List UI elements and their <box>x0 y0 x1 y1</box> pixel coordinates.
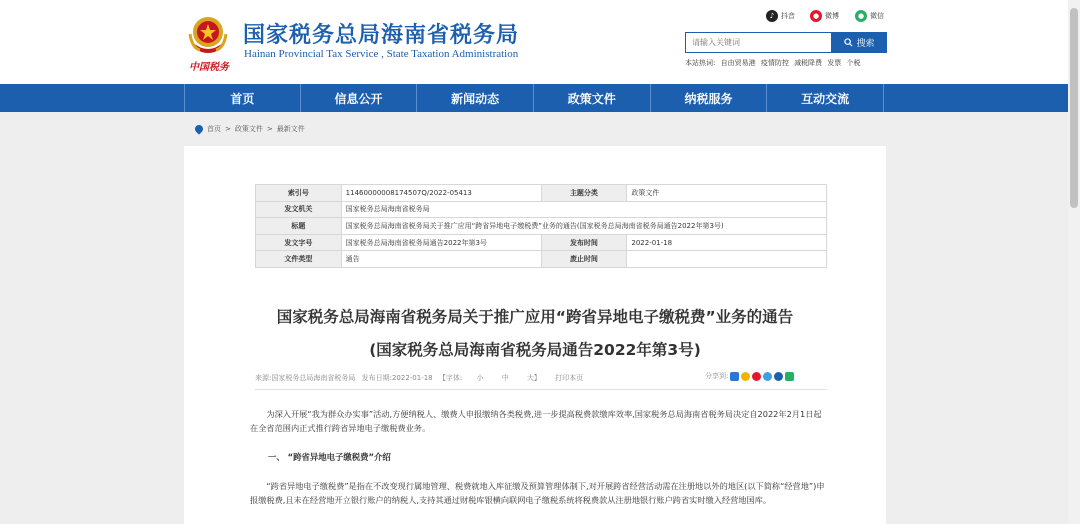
douyin-icon: ♪ <box>766 10 778 22</box>
nav-item-news[interactable]: 新闻动态 <box>417 84 534 112</box>
meta-value: 11460000008174507Q/2022-05413 <box>341 185 541 202</box>
hotword-link[interactable]: 自由贸易港 <box>720 59 756 67</box>
meta-label: 发文机关 <box>256 201 342 218</box>
article-subtitle: (国家税务总局海南省税务局通告2022年第3号) <box>369 341 701 359</box>
meta-value <box>627 251 827 268</box>
wechat-link[interactable] <box>855 9 884 23</box>
breadcrumb-separator: > <box>225 125 231 133</box>
national-tax-emblem-icon[interactable] <box>186 12 230 56</box>
site-subtitle: Hainan Provincial Tax Service , State Taxation Administration <box>244 48 519 60</box>
font-size-medium-button[interactable]: 中 <box>501 374 509 382</box>
meta-value: 国家税务总局海南省税务局关于推广应用“跨省异地电子缴税费”业务的通告(国家税务总局海南省税务局通告2022年第3号) <box>341 218 826 235</box>
meta-label: 废止时间 <box>541 251 627 268</box>
meta-value: 2022-01-18 <box>627 234 827 251</box>
share-plus-icon[interactable] <box>730 372 739 381</box>
meta-value: 通告 <box>341 251 541 268</box>
font-size-small-button[interactable]: 小 <box>476 374 484 382</box>
meta-label: 文件类型 <box>256 251 342 268</box>
nav-item-home[interactable]: 首页 <box>184 84 301 112</box>
wechat-icon: ● <box>855 10 867 22</box>
site-header <box>0 0 1080 84</box>
share-bar <box>705 371 794 381</box>
share-wechat-icon[interactable] <box>785 372 794 381</box>
search-button-label: 搜索 <box>856 39 875 49</box>
search-icon <box>844 38 853 47</box>
share-weibo-icon[interactable] <box>752 372 761 381</box>
breadcrumb-policy[interactable]: 政策文件 <box>234 125 263 133</box>
search-input[interactable] <box>685 32 832 53</box>
article-title: 国家税务总局海南省税务局关于推广应用“跨省异地电子缴税费”业务的通告 <box>276 308 794 326</box>
site-title[interactable]: 国家税务总局海南省税务局 <box>243 23 520 48</box>
wechat-label: 微信 <box>870 12 884 20</box>
meta-label: 索引号 <box>256 185 342 202</box>
douyin-label: 抖音 <box>781 12 795 20</box>
meta-value: 国家税务总局海南省税务局 <box>341 201 826 218</box>
nav-item-tax-service[interactable]: 纳税服务 <box>651 84 768 112</box>
share-qzone-icon[interactable] <box>741 372 750 381</box>
breadcrumb <box>195 124 305 134</box>
meta-label: 发文字号 <box>256 234 342 251</box>
meta-value: 政策文件 <box>627 185 827 202</box>
scrollbar-thumb[interactable] <box>1070 8 1078 208</box>
hotword-link[interactable]: 个税 <box>846 59 861 67</box>
article-source: 来源:国家税务总局海南省税务局 <box>255 374 356 382</box>
meta-value: 国家税务总局海南省税务局通告2022年第3号 <box>341 234 541 251</box>
meta-label: 标题 <box>256 218 342 235</box>
share-label: 分享到: <box>705 372 729 380</box>
share-people-icon[interactable] <box>774 372 783 381</box>
breadcrumb-latest[interactable]: 最新文件 <box>276 125 305 133</box>
page-scrollbar[interactable] <box>1068 0 1080 524</box>
article-paragraph: “跨省异地电子缴税费”是指在不改变现行属地管理、税费就地入库征缴及预算管理体制下,对开展跨省经营活动需在注册地以外的地区(以下简称“经营地”)申报缴税费,且未在经营地开立银行账户的纳税人,支持其通过财税库银横向联网电子缴税系统将税费款从注册地银行账户跨省实时缴入经营地国库。 <box>250 481 825 505</box>
nav-item-interaction[interactable]: 互动交流 <box>767 84 884 112</box>
table-row <box>256 218 827 235</box>
print-button[interactable]: 打印本页 <box>555 374 584 382</box>
china-tax-script-logo: 中国税务 <box>189 62 229 73</box>
article-section-heading: 一、 “跨省异地电子缴税费”介绍 <box>268 452 391 462</box>
weibo-icon: ● <box>810 10 822 22</box>
douyin-link[interactable] <box>766 9 795 23</box>
hotword-link[interactable]: 疫情防控 <box>760 59 789 67</box>
article-paragraph: 为深入开展“我为群众办实事”活动,方便纳税人、缴费人申报缴纳各类税费,进一步提高税费款缴库效率,国家税务总局海南省税务局决定自2022年2月1日起在全省范围内正式推行跨省异地电子缴税费业务。 <box>250 409 822 433</box>
meta-label: 发布时间 <box>541 234 627 251</box>
hotword-link[interactable]: 减税降费 <box>794 59 823 67</box>
table-row <box>256 185 827 202</box>
table-row <box>256 251 827 268</box>
main-nav <box>0 84 1068 112</box>
breadcrumb-separator: > <box>266 125 273 133</box>
table-row <box>256 234 827 251</box>
location-pin-icon <box>193 123 204 134</box>
hotwords-label: 本站热词: <box>685 59 716 67</box>
divider <box>255 389 827 390</box>
weibo-link[interactable] <box>810 9 839 23</box>
font-size-label: 【字体: <box>438 374 463 382</box>
nav-item-info-disclosure[interactable]: 信息公开 <box>301 84 418 112</box>
weibo-label: 微博 <box>825 12 839 20</box>
table-row <box>256 201 827 218</box>
search-button[interactable] <box>832 32 887 53</box>
share-tencent-icon[interactable] <box>763 372 772 381</box>
font-size-large-button[interactable]: 大】 <box>526 374 541 382</box>
document-meta-table <box>255 184 827 268</box>
hotword-link[interactable]: 发票 <box>827 59 842 67</box>
nav-item-policy[interactable]: 政策文件 <box>534 84 651 112</box>
article-date: 发布日期:2022-01-18 <box>361 374 433 382</box>
meta-label: 主题分类 <box>541 185 627 202</box>
hotwords <box>685 58 864 68</box>
breadcrumb-home[interactable]: 首页 <box>207 125 221 133</box>
